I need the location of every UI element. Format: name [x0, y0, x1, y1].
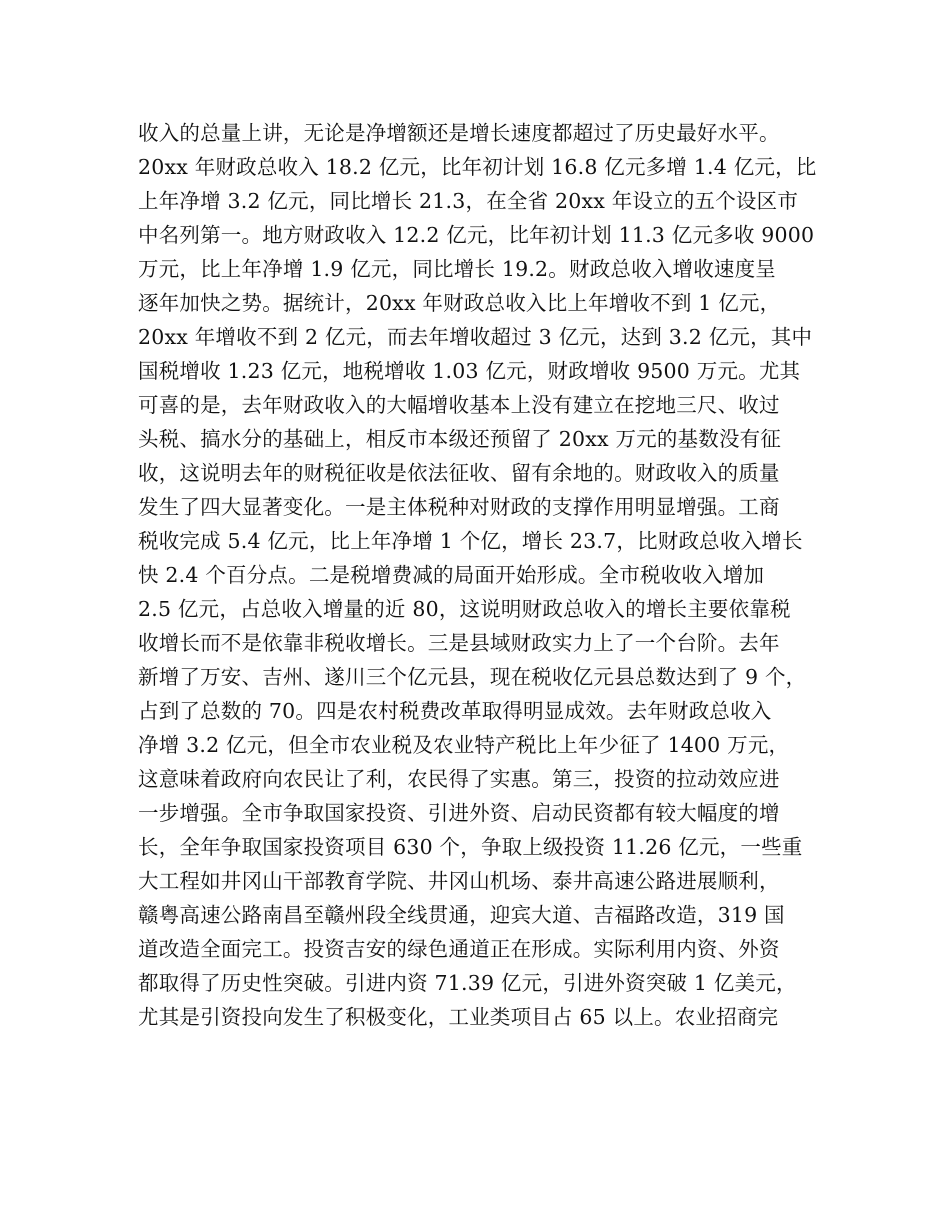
text-line: 长，全年争取国家投资项目 630 个，争取上级投资 11.26 亿元，一些重 — [138, 835, 803, 859]
text-line: 税收完成 5.4 亿元，比上年净增 1 个亿，增长 23.7，比财政总收入增长 — [138, 529, 803, 553]
text-line: 20xx 年增收不到 2 亿元，而去年增收超过 3 亿元，达到 3.2 亿元，其中 — [138, 325, 813, 349]
text-line: 国税增收 1.23 亿元，地税增收 1.03 亿元，财政增收 9500 万元。尤其 — [138, 359, 801, 383]
body-text — [138, 116, 828, 1034]
text-line: 中名列第一。地方财政收入 12.2 亿元，比年初计划 11.3 亿元多收 9000 — [138, 223, 815, 247]
text-line: 尤其是引资投向发生了积极变化，工业类项目占 65 以上。农业招商完 — [138, 1005, 779, 1029]
text-line: 占到了总数的 70。四是农村税费改革取得明显成效。去年财政总收入 — [138, 699, 772, 723]
text-line: 大工程如井冈山干部教育学院、井冈山机场、泰井高速公路进展顺利， — [138, 869, 780, 893]
text-line: 2.5 亿元，占总收入增量的近 80，这说明财政总收入的增长主要依靠税 — [138, 597, 791, 621]
text-line: 万元，比上年净增 1.9 亿元，同比增长 19.2。财政总收入增收速度呈 — [138, 257, 776, 281]
text-line: 快 2.4 个百分点。二是税增费减的局面开始形成。全市税收收入增加 — [138, 563, 765, 587]
text-line: 收增长而不是依靠非税收增长。三是县域财政实力上了一个台阶。去年 — [138, 631, 780, 655]
text-line: 一步增强。全市争取国家投资、引进外资、启动民资都有较大幅度的增 — [138, 801, 780, 825]
text-line: 净增 3.2 亿元，但全市农业税及农业特产税比上年少征了 1400 万元， — [138, 733, 790, 757]
text-line: 这意味着政府向农民让了利，农民得了实惠。第三，投资的拉动效应进 — [138, 767, 780, 791]
text-line: 赣粤高速公路南昌至赣州段全线贯通，迎宾大道、吉福路改造，319 国 — [138, 903, 785, 927]
text-line: 都取得了历史性突破。引进内资 71.39 亿元，引进外资突破 1 亿美元， — [138, 971, 797, 995]
text-line: 道改造全面完工。投资吉安的绿色通道正在形成。实际利用内资、外资 — [138, 937, 780, 961]
text-line: 收入的总量上讲，无论是净增额还是增长速度都超过了历史最好水平。 — [138, 121, 780, 145]
text-line: 头税、搞水分的基础上，相反市本级还预留了 20xx 万元的基数没有征 — [138, 427, 782, 451]
text-line: 逐年加快之势。据统计，20xx 年财政总收入比上年增收不到 1 亿元， — [138, 291, 781, 315]
text-line: 可喜的是，去年财政收入的大幅增收基本上没有建立在挖地三尺、收过 — [138, 393, 780, 417]
text-line: 20xx 年财政总收入 18.2 亿元，比年初计划 16.8 亿元多增 1.4 亿元，比 — [138, 155, 817, 179]
text-line: 上年净增 3.2 亿元，同比增长 21.3，在全省 20xx 年设立的五个设区市 — [138, 189, 799, 213]
text-line: 收，这说明去年的财税征收是依法征收、留有余地的。财政收入的质量 — [138, 461, 780, 485]
text-line: 发生了四大显著变化。一是主体税种对财政的支撑作用明显增强。工商 — [138, 495, 780, 519]
text-line: 新增了万安、吉州、遂川三个亿元县，现在税收亿元县总数达到了 9 个， — [138, 665, 807, 689]
